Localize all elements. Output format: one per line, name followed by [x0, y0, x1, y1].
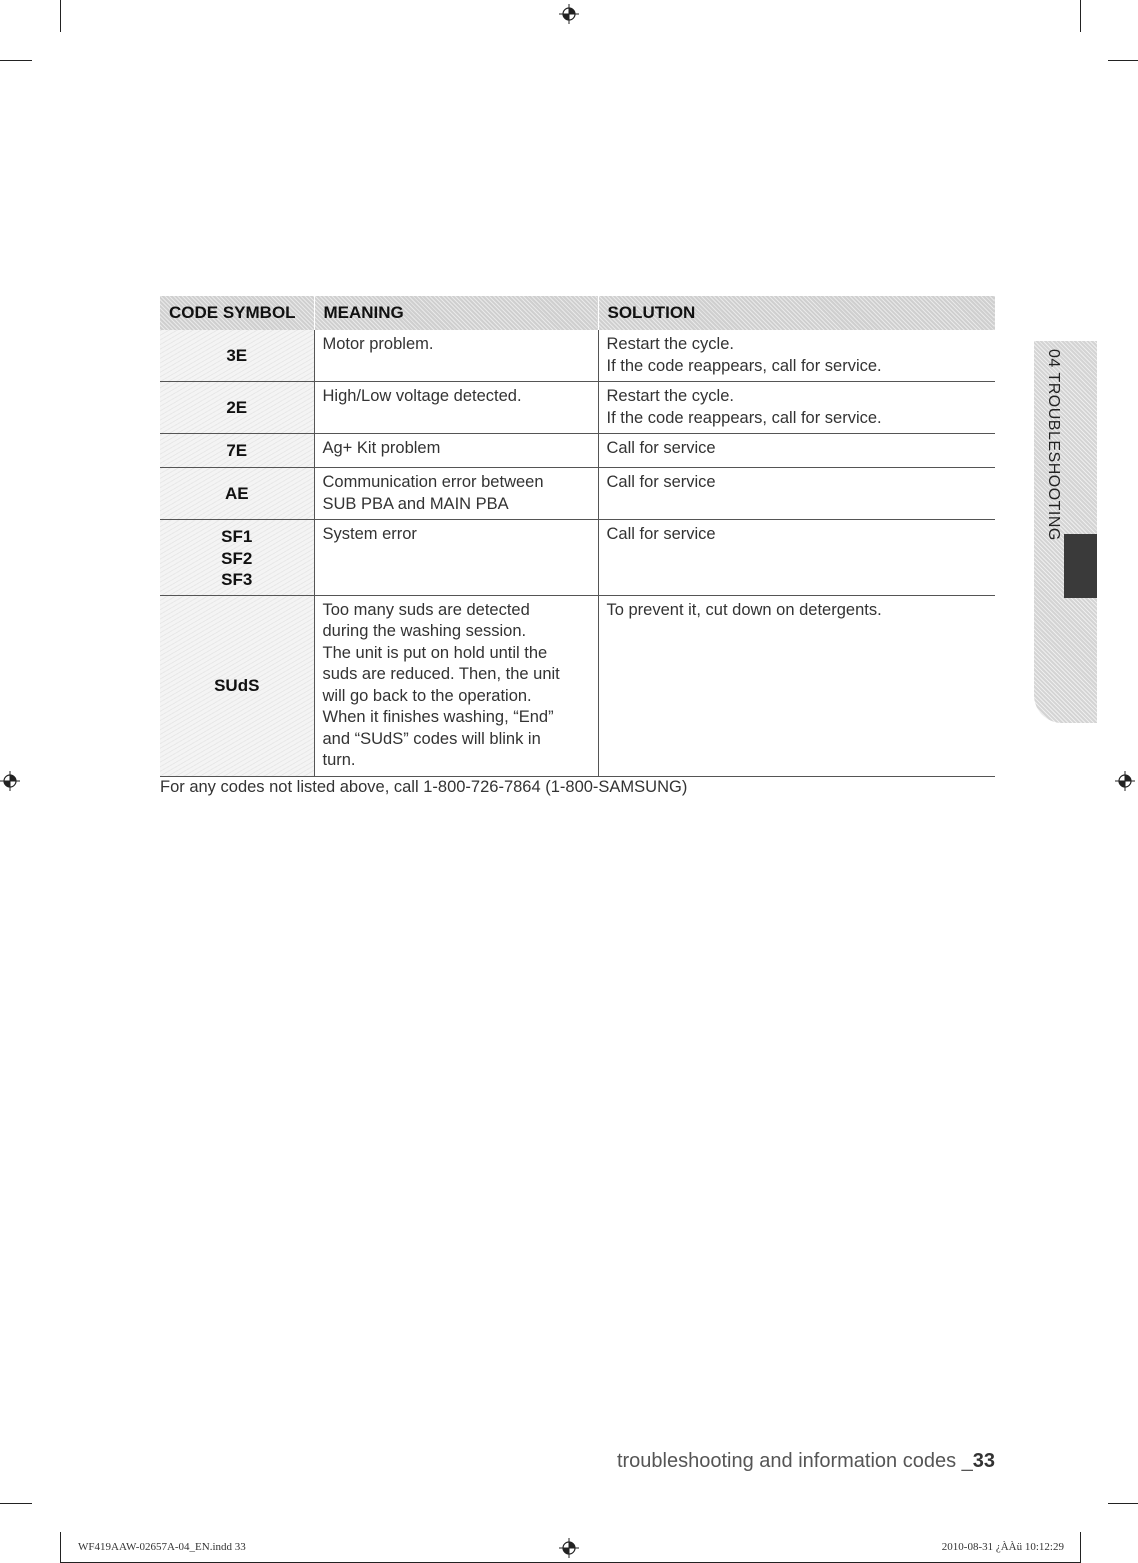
code-symbol: 7E	[226, 440, 248, 460]
crop-mark	[60, 1532, 61, 1563]
table-row	[160, 434, 995, 468]
meaning-line: Motor problem.	[322, 335, 434, 353]
column-header-meaning: MEANING	[314, 296, 598, 330]
code-cell	[160, 520, 314, 596]
code-symbol: SF1	[221, 527, 253, 546]
code-symbol: 3E	[226, 345, 248, 365]
table-row	[160, 595, 995, 776]
solution-line: Restart the cycle.	[606, 387, 734, 405]
solution-cell	[598, 468, 995, 520]
crop-mark	[0, 1503, 32, 1504]
meaning-line: Too many suds are detected	[322, 600, 530, 619]
meaning-line: turn.	[322, 751, 356, 769]
registration-mark-icon	[559, 4, 579, 24]
crop-mark	[1080, 0, 1081, 32]
solution-cell	[598, 595, 995, 776]
solution-line: If the code reappears, call for service.	[606, 408, 882, 427]
table-row	[160, 330, 995, 382]
meaning-cell	[314, 382, 598, 434]
solution-cell	[598, 382, 995, 434]
column-header-solution: SOLUTION	[598, 296, 995, 330]
section-side-tab	[1034, 341, 1097, 723]
solution-line: Restart the cycle.	[606, 335, 734, 353]
print-slug-date: 2010-08-31 ¿ÀÀü 10:12:29	[941, 1541, 1064, 1553]
solution-cell	[598, 434, 995, 468]
crop-mark	[1108, 60, 1138, 61]
code-cell	[160, 468, 314, 520]
column-header-code-symbol: CODE SYMBOL	[160, 296, 314, 330]
code-symbol: SF2	[221, 548, 253, 568]
meaning-line: during the washing session.	[322, 622, 527, 640]
meaning-cell	[314, 595, 598, 776]
solution-line: If the code reappears, call for service.	[606, 356, 882, 375]
meaning-line: and “SUdS” codes will blink in	[322, 729, 541, 748]
print-slug-file: WF419AAW-02657A-04_EN.indd 33	[78, 1541, 246, 1553]
table-row	[160, 468, 995, 520]
meaning-cell	[314, 468, 598, 520]
code-symbol: AE	[224, 483, 249, 503]
solution-line: To prevent it, cut down on detergents.	[606, 600, 882, 619]
registration-mark-icon	[0, 771, 20, 791]
meaning-line: Communication error between	[322, 473, 544, 491]
page-footer	[617, 1450, 995, 1473]
meaning-cell	[314, 434, 598, 468]
registration-mark-icon	[1115, 771, 1135, 791]
table-row	[160, 520, 995, 596]
crop-mark	[60, 0, 61, 32]
meaning-line: High/Low voltage detected.	[322, 387, 522, 405]
page-number: 33	[972, 1450, 995, 1472]
meaning-line: System error	[322, 525, 417, 543]
solution-cell	[598, 520, 995, 596]
code-cell	[160, 382, 314, 434]
code-symbol: 2E	[226, 397, 248, 417]
table-row	[160, 382, 995, 434]
crop-mark	[0, 60, 32, 61]
side-tab-label: 04 TROUBLESHOOTING	[1045, 349, 1062, 541]
solution-cell	[598, 330, 995, 382]
code-symbol: SF3	[221, 570, 253, 589]
registration-mark-icon	[559, 1538, 579, 1558]
information-codes-table	[160, 296, 995, 777]
meaning-line: suds are reduced. Then, the unit	[322, 665, 560, 683]
meaning-line: will go back to the operation.	[322, 686, 532, 705]
code-cell	[160, 595, 314, 776]
meaning-line: Ag+ Kit problem	[322, 439, 441, 457]
crop-mark	[1108, 1503, 1138, 1504]
code-cell	[160, 434, 314, 468]
code-symbol: SUdS	[214, 675, 260, 695]
meaning-line: The unit is put on hold until the	[322, 643, 548, 662]
meaning-line: When it finishes washing, “End”	[322, 708, 554, 726]
footer-section-title: troubleshooting and information codes _	[616, 1450, 973, 1472]
code-cell	[160, 330, 314, 382]
side-tab-marker	[1064, 534, 1097, 598]
meaning-line: SUB PBA and MAIN PBA	[322, 494, 509, 513]
table-header-row	[160, 296, 995, 330]
crop-mark	[1080, 1532, 1081, 1563]
meaning-cell	[314, 330, 598, 382]
solution-line: Call for service	[606, 439, 716, 457]
solution-line: Call for service	[606, 473, 716, 491]
solution-line: Call for service	[606, 525, 716, 543]
service-footnote: For any codes not listed above, call 1-800-726-7864 (1-800-SAMSUNG)	[160, 778, 688, 796]
meaning-cell	[314, 520, 598, 596]
